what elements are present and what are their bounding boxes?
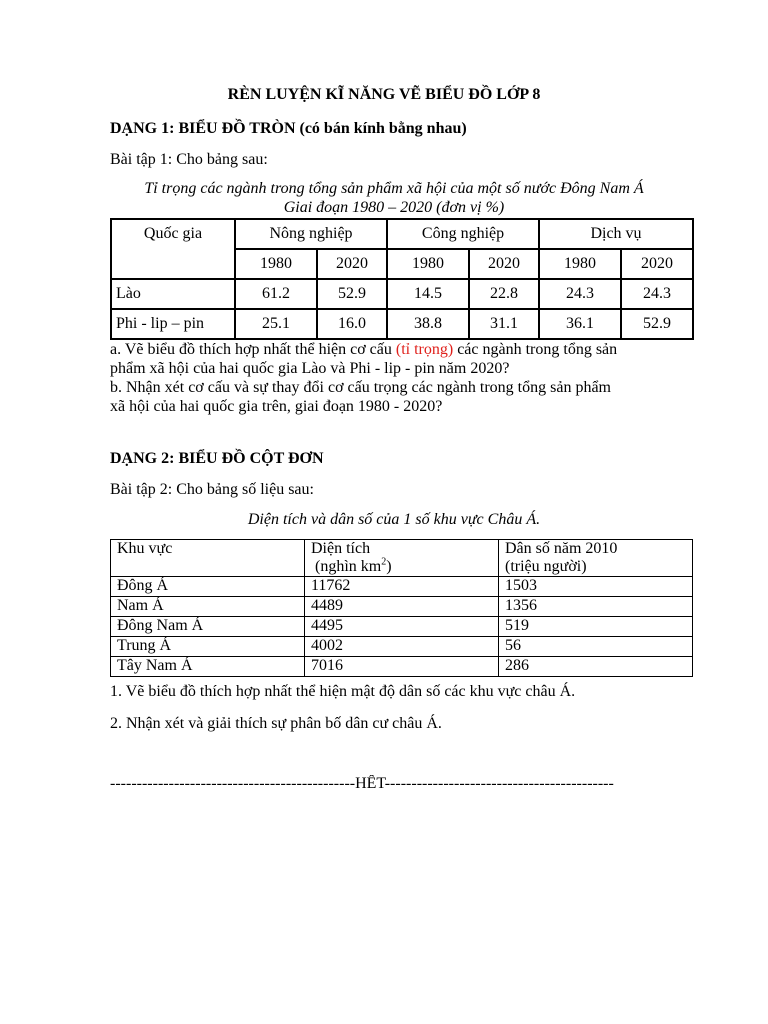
header-population-line2: (triệu người) xyxy=(505,558,587,575)
header-year: 1980 xyxy=(235,249,317,279)
header-area-line2 xyxy=(311,558,498,576)
region-population: 286 xyxy=(499,657,693,677)
table-cell: 31.1 xyxy=(469,309,539,339)
question-a-line1 xyxy=(110,340,617,360)
header-agriculture: Nông nghiệp xyxy=(235,219,387,249)
exercise1-label: Bài tập 1: Cho bảng sau: xyxy=(110,151,268,168)
sector-share-table xyxy=(110,218,694,340)
table-cell: 61.2 xyxy=(235,279,317,309)
header-industry: Công nghiệp xyxy=(387,219,539,249)
header-area-line1: Diện tích xyxy=(311,540,371,557)
table-cell: 52.9 xyxy=(317,279,387,309)
table-cell: 38.8 xyxy=(387,309,469,339)
table-cell: 24.3 xyxy=(539,279,621,309)
exercise2-label: Bài tập 2: Cho bảng số liệu sau: xyxy=(110,481,314,498)
region-area: 4489 xyxy=(305,597,499,617)
region-population: 519 xyxy=(499,617,693,637)
table2-caption: Diện tích và dân số của 1 số khu vực Châu Á. xyxy=(247,511,541,528)
table-cell: 25.1 xyxy=(235,309,317,339)
table-cell: 14.5 xyxy=(387,279,469,309)
table-row xyxy=(111,597,693,617)
header-population xyxy=(499,540,693,577)
header-area xyxy=(305,540,499,577)
region-population: 1503 xyxy=(499,577,693,597)
question-a-highlight: (tỉ trọng) xyxy=(395,341,454,358)
table-cell: 24.3 xyxy=(621,279,693,309)
region-area: 4002 xyxy=(305,637,499,657)
section1-heading: DẠNG 1: BIỂU ĐỒ TRÒN (có bán kính bằng nhau) xyxy=(110,120,467,137)
table-row xyxy=(111,279,693,309)
header-year: 2020 xyxy=(469,249,539,279)
header-services: Dịch vụ xyxy=(539,219,693,249)
region-name: Đông Á xyxy=(111,577,305,597)
table-cell: 16.0 xyxy=(317,309,387,339)
header-region: Khu vực xyxy=(111,540,305,577)
question-a-line2: phẩm xã hội của hai quốc gia Lào và Phi - lip - pin năm 2020? xyxy=(110,360,510,377)
table-row xyxy=(111,637,693,657)
question-b-line1: b. Nhận xét cơ cấu và sự thay đổi cơ cấu trọng các ngành trong tổng sản phẩm xyxy=(110,379,611,396)
section2-heading: DẠNG 2: BIỂU ĐỒ CỘT ĐƠN xyxy=(110,450,324,467)
header-year: 1980 xyxy=(539,249,621,279)
table-row xyxy=(111,309,693,339)
table-row xyxy=(111,577,693,597)
header-year: 1980 xyxy=(387,249,469,279)
region-area: 4495 xyxy=(305,617,499,637)
header-country: Quốc gia xyxy=(111,219,235,279)
region-population: 56 xyxy=(499,637,693,657)
region-area: 11762 xyxy=(305,577,499,597)
question-a-text-end: các ngành trong tổng sản xyxy=(453,341,618,358)
table-cell: 22.8 xyxy=(469,279,539,309)
table1-caption-line1: Tỉ trọng các ngành trong tổng sản phẩm xã hội của một số nước Đông Nam Á xyxy=(144,180,644,197)
document-title: RÈN LUYỆN KĨ NĂNG VẼ BIỂU ĐỒ LỚP 8 xyxy=(227,86,541,103)
question-2: 2. Nhận xét và giải thích sự phân bố dân cư châu Á. xyxy=(110,715,442,732)
end-marker: ----------------------------------------------HẾT------------------------------------------- xyxy=(110,775,614,792)
header-population-line1: Dân số năm 2010 xyxy=(505,540,618,557)
asia-region-table xyxy=(110,539,693,677)
header-area-sup: 2 xyxy=(381,556,387,568)
header-area-close: ) xyxy=(386,558,392,575)
region-name: Trung Á xyxy=(111,637,305,657)
table1-caption-line2: Giai đoạn 1980 – 2020 (đơn vị %) xyxy=(283,199,505,216)
table-cell: 52.9 xyxy=(621,309,693,339)
table-cell: 36.1 xyxy=(539,309,621,339)
row-country: Lào xyxy=(111,279,235,309)
row-country: Phi - lip – pin xyxy=(111,309,235,339)
region-name: Đông Nam Á xyxy=(111,617,305,637)
header-area-unit: (nghìn km xyxy=(315,558,382,575)
table-row xyxy=(111,657,693,677)
table-row xyxy=(111,617,693,637)
question-a-text: a. Vẽ biểu đồ thích hợp nhất thể hiện cơ cấu xyxy=(110,341,396,358)
header-year: 2020 xyxy=(621,249,693,279)
question-b-line2: xã hội của hai quốc gia trên, giai đoạn 1980 - 2020? xyxy=(110,398,443,415)
region-name: Nam Á xyxy=(111,597,305,617)
region-name: Tây Nam Á xyxy=(111,657,305,677)
region-area: 7016 xyxy=(305,657,499,677)
question-1: 1. Vẽ biểu đồ thích hợp nhất thể hiện mật độ dân số các khu vực châu Á. xyxy=(110,683,576,700)
header-year: 2020 xyxy=(317,249,387,279)
region-population: 1356 xyxy=(499,597,693,617)
